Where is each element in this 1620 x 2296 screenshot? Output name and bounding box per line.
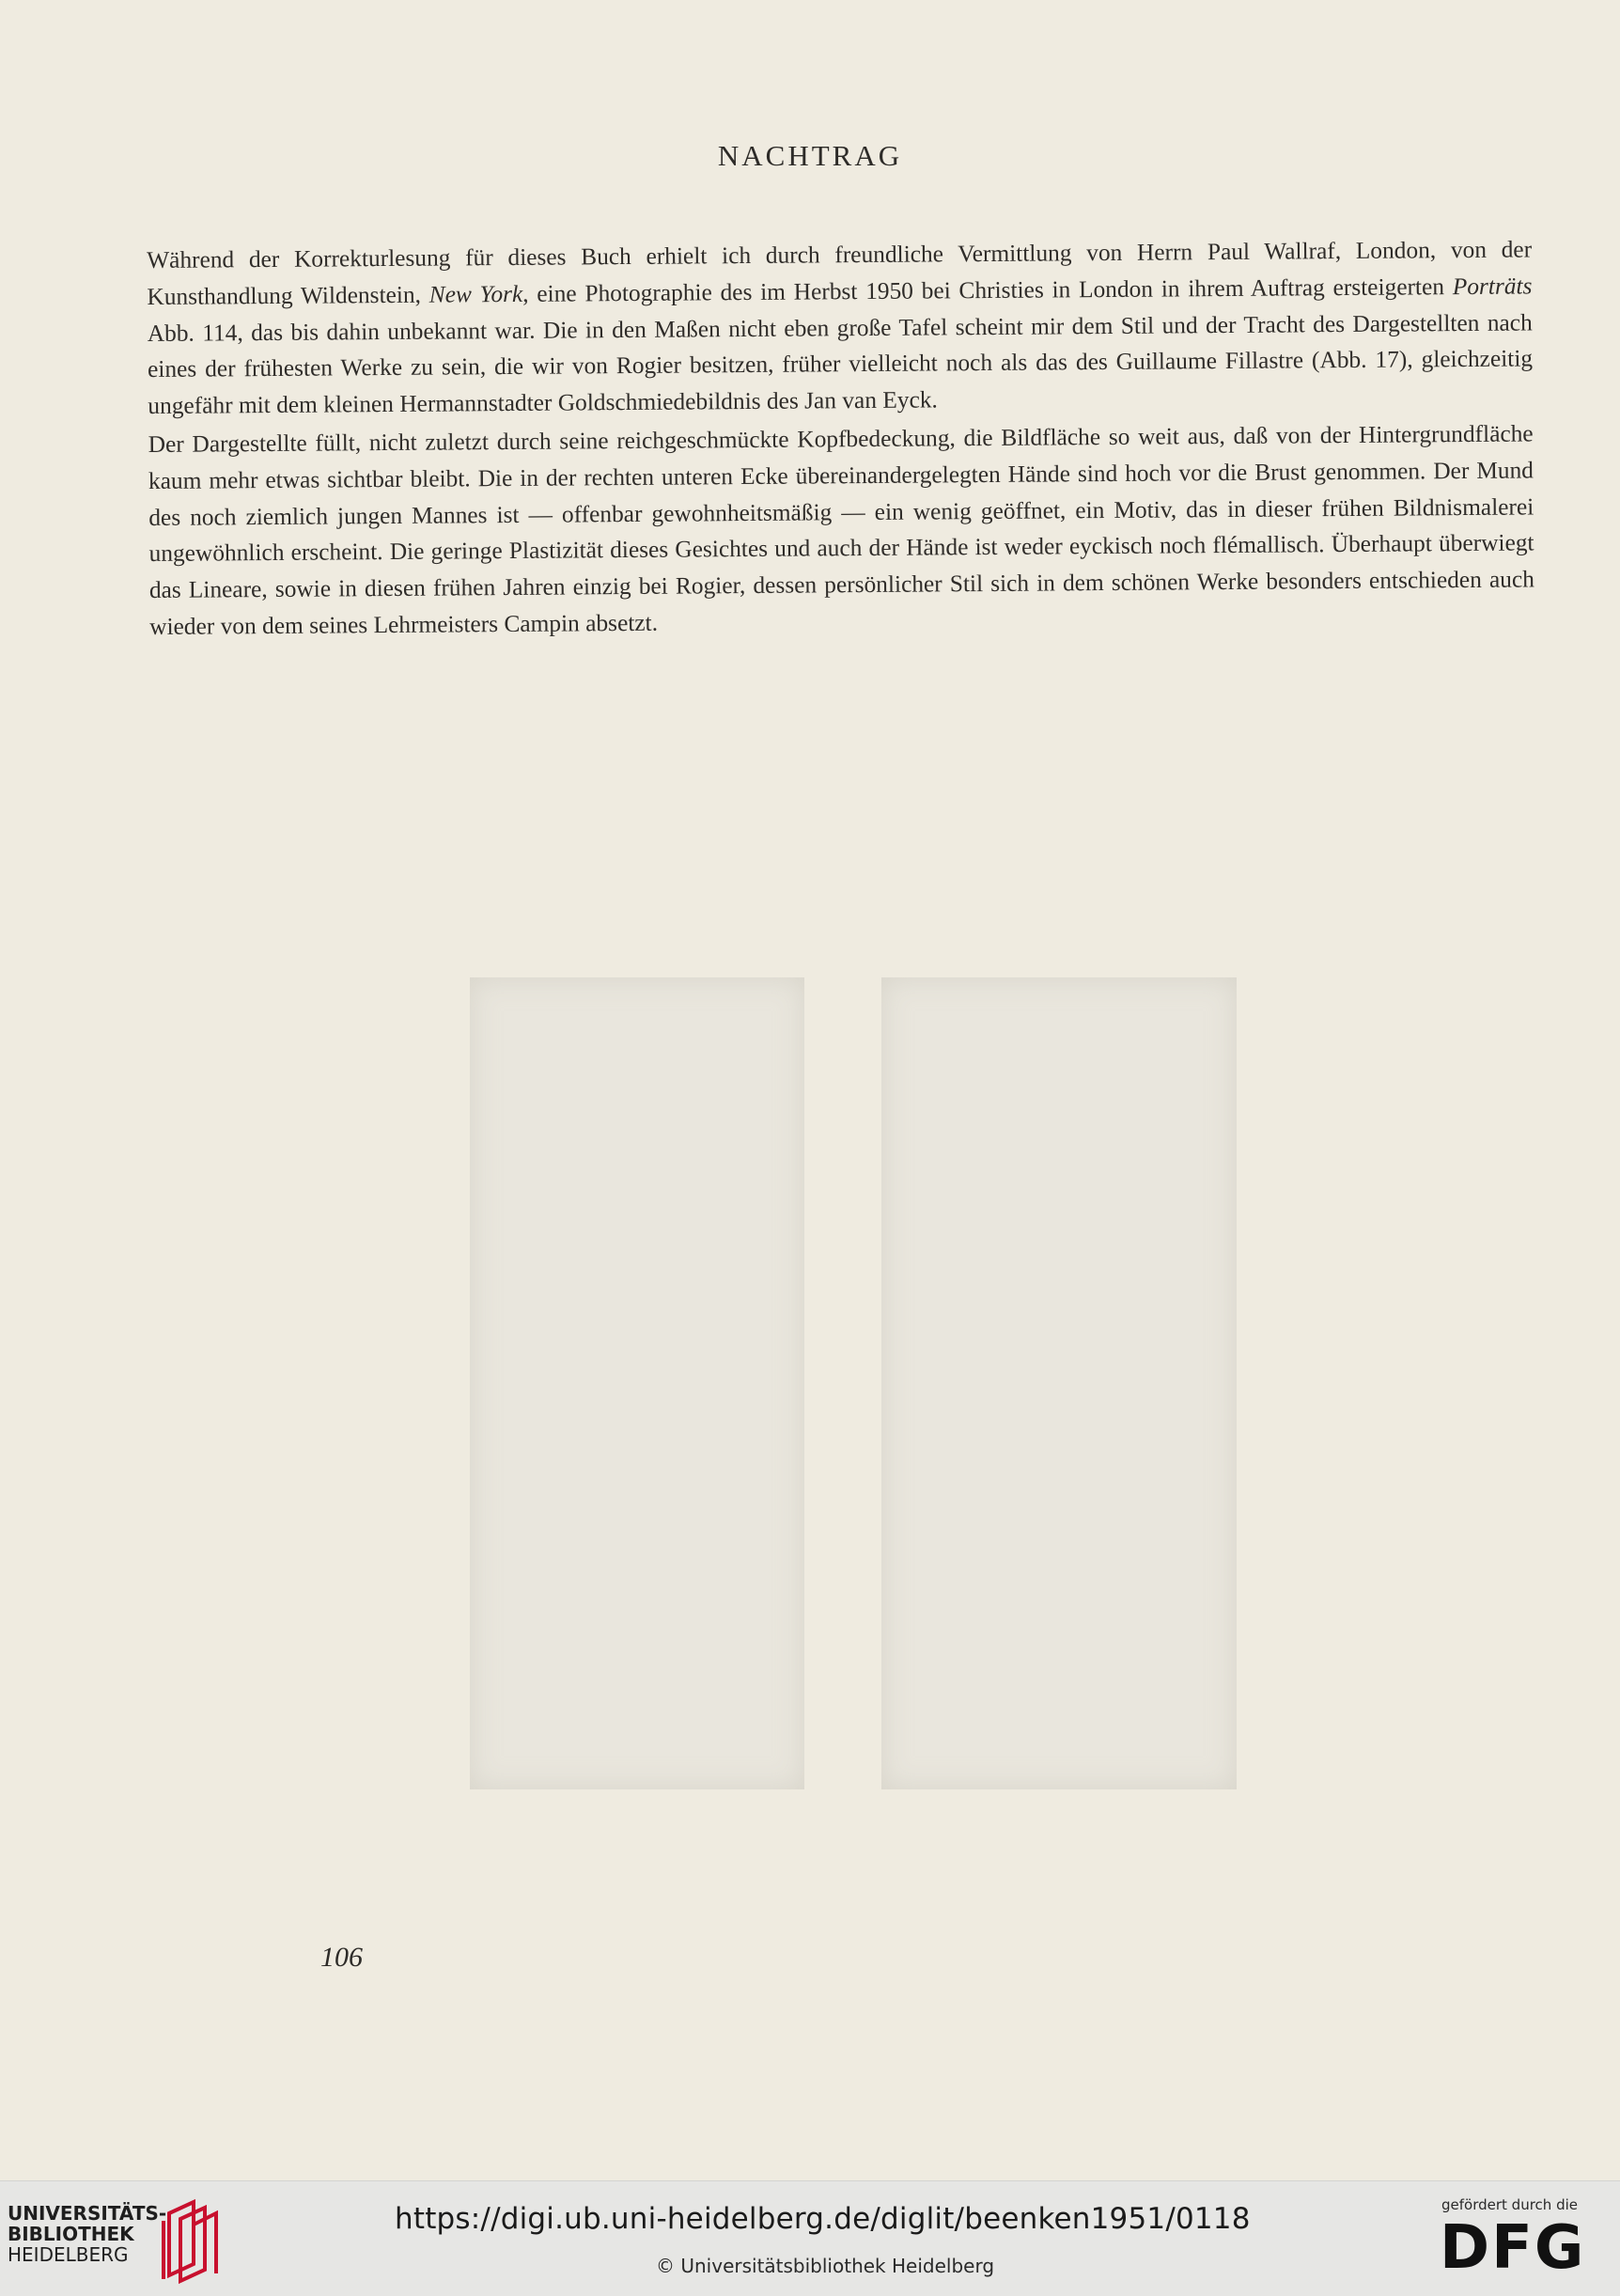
library-name-line3: HEIDELBERG	[8, 2243, 129, 2266]
library-name-line1: UNIVERSITÄTS-	[8, 2202, 167, 2225]
image-plate-right	[881, 977, 1237, 1789]
book-stack-icon[interactable]	[156, 2193, 229, 2287]
copyright-notice: © Universitätsbibliothek Heidelberg	[656, 2255, 995, 2277]
permalink-url[interactable]: https://digi.ub.uni-heidelberg.de/diglit/beenken1951/0118	[395, 2202, 1251, 2236]
image-plate-left	[470, 977, 804, 1789]
page-title: NACHTRAG	[717, 139, 903, 172]
body-text	[147, 231, 1534, 645]
paragraph-1: Während der Korrekturlesung für dieses Buch erhielt ich durch freundliche Vermittlung von Herrn Paul Wallraf, London, von der Kunsthandlung Wildenstein, New York, eine Photographie des im Herbst 1950 bei Christies in London in ihrem Auftrag ersteigerten Porträts Abb. 114, das bis dahin unbekannt war. Die in den Maßen nicht eben große Tafel scheint mir dem Stil und der Tracht des Dargestellten nach eines der frühesten Werke zu sein, die wir von Rogier besitzen, früher vielleicht noch als das des Guillaume Fillastre (Abb. 17), gleichzeitig ungefähr mit dem kleinen Hermannstadter Goldschmiedebildnis des Jan van Eyck.	[147, 236, 1534, 420]
dfg-caption: gefördert durch die	[1441, 2196, 1578, 2213]
library-name-line2: BIBLIOTHEK	[8, 2223, 134, 2245]
paragraph-2: Der Dargestellte füllt, nicht zuletzt durch seine reichgeschmückte Kopfbedeckung, die Bildfläche so weit aus, daß von der Hintergrundfläche kaum mehr etwas sichtbar bleibt. Die in der rechten unteren Ecke übereinandergelegten Hände sind hoch vor die Brust genommen. Der Mund des noch ziemlich jungen Mannes ist — offenbar gewohnheitsmäßig — ein wenig geöffnet, ein Motiv, das in dieser frühen Bildnismalerei ungewöhnlich erscheint. Die geringe Plastizität dieses Gesichtes und auch der Hände ist weder eyckisch noch flémallisch. Überhaupt überwiegt das Lineare, sowie in diesen frühen Jahren einzig bei Rogier, dessen persönlicher Stil sich in dem schönen Werke besonders entschieden auch wieder von dem seines Lehrmeisters Campin absetzt.	[148, 420, 1534, 640]
page-number: 106	[320, 1942, 363, 1973]
library-name[interactable]	[8, 2203, 166, 2265]
viewer-footer	[0, 2180, 1620, 2296]
dfg-logo[interactable]: DFG	[1440, 2213, 1586, 2283]
